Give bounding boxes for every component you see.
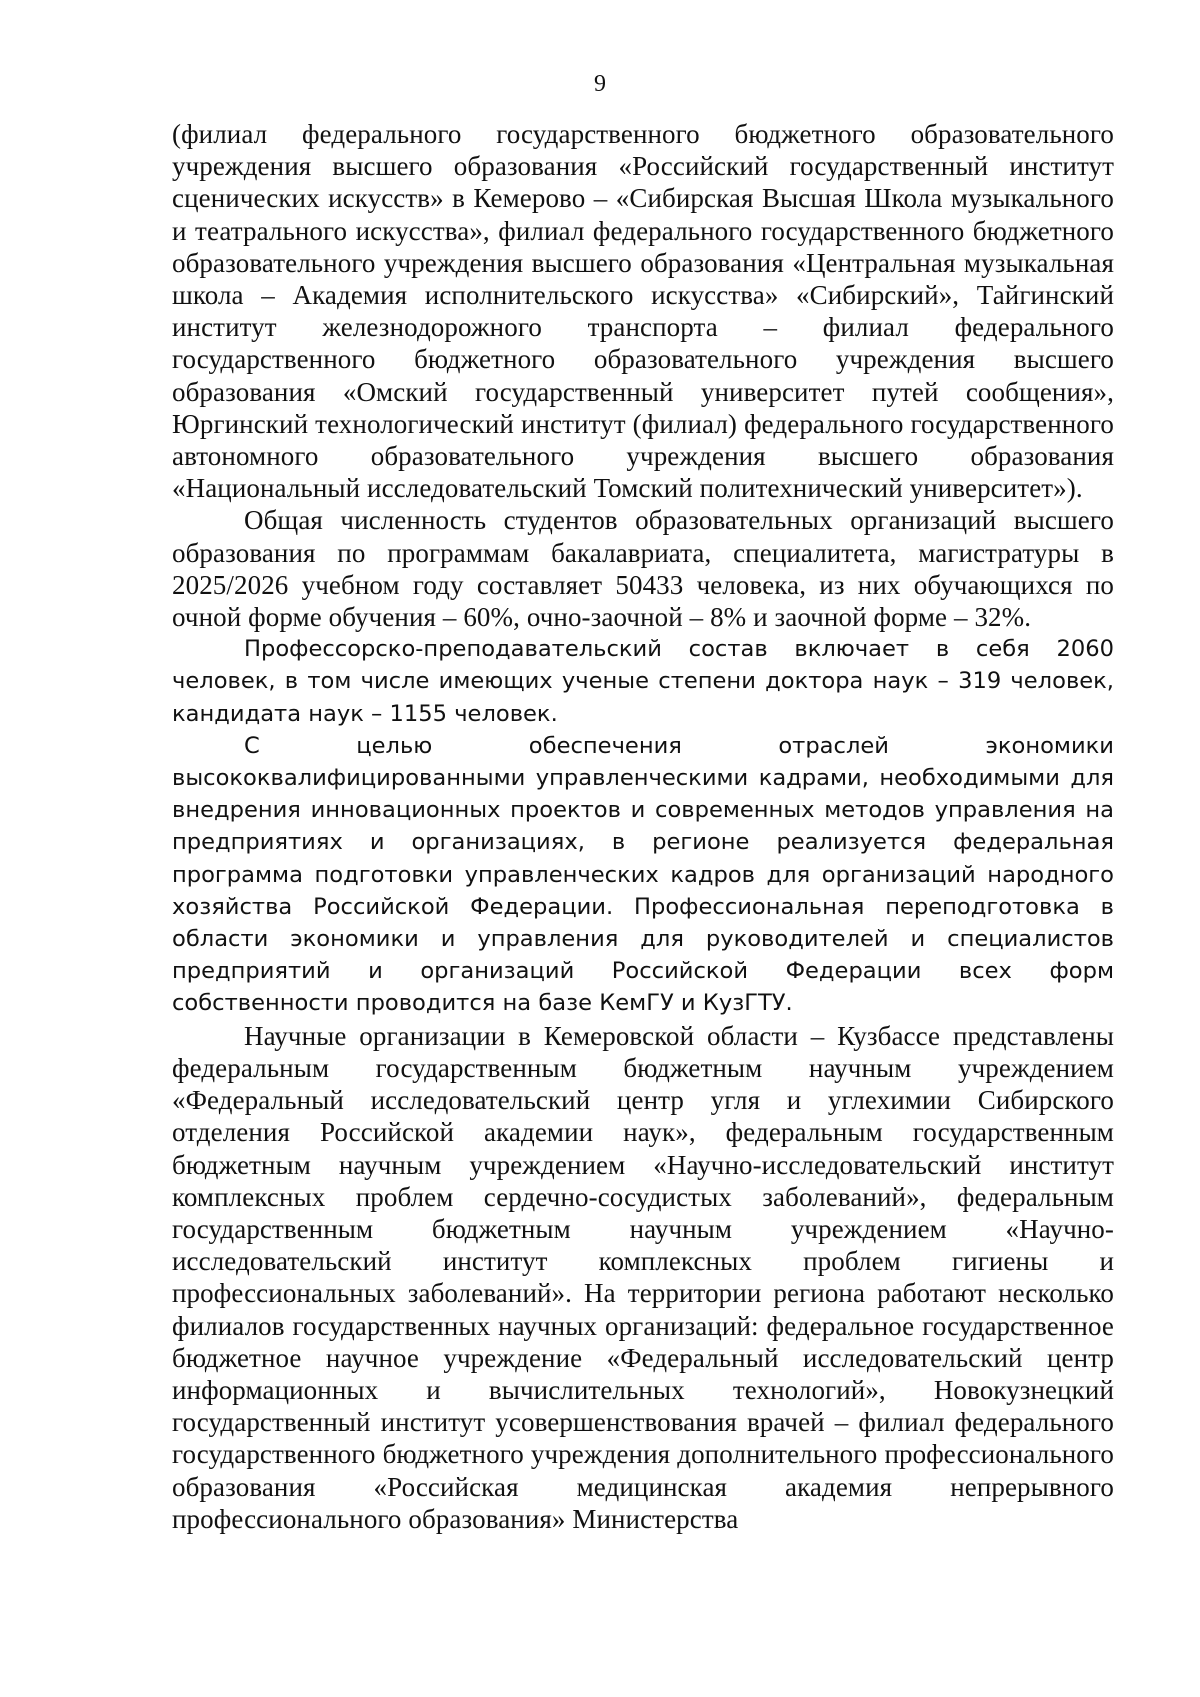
paragraph-student-count: Общая численность студентов образовательных организаций высшего образования по программам бакалавриата, специалитета, магистратуры в 2025/2026 учебном году составляет 50433 человека, из них обучающихся по очной форме обучения – 60%, очно-заочной – 8% и заочной форме – 32%. — [172, 505, 1114, 633]
paragraph-management-training: С целью обеспечения отраслей экономики высококвалифицированными управленческими кадрами, необходимыми для внедрения инновационных проектов и современных методов управления на предприятиях и организациях, в регионе реализуется федеральная программа подготовки управленческих кадров для организаций народного хозяйства Российской Федерации. Профессиональная переподготовка в области экономики и управления для руководителей и специалистов предприятий и организаций Российской Федерации всех форм собственности проводится на базе КемГУ и КузГТУ. — [172, 732, 1114, 1017]
paragraph-institutions-list: (филиал федерального государственного бюджетного образовательного учреждения высшего образования «Российский государственный институт сценических искусств» в Кемерово – «Сибирская Высшая Школа музыкального и театрального искусства», филиал федерального государственного бюджетного образовательного учреждения высшего образования «Центральная музыкальная школа – Академия исполнительского искусства» «Сибирский», Тайгинский институт железнодорожного транспорта – филиал федерального государственного бюджетного образовательного учреждения высшего образования «Омский государственный университет путей сообщения», Юргинский технологический институт (филиал) федерального государственного автономного образовательного учреждения высшего образования «Национальный исследовательский Томский политехнический университет»). — [172, 119, 1114, 504]
page-number: 9 — [594, 71, 606, 97]
document-body — [172, 118, 1114, 1535]
paragraph-scientific-organizations: Научные организации в Кемеровской области – Кузбассе представлены федеральным государственным бюджетным научным учреждением «Федеральный исследовательский центр угля и углехимии Сибирского отделения Российской академии наук», федеральным государственным бюджетным научным учреждением «Научно-исследовательский институт комплексных проблем сердечно-сосудистых заболеваний», федеральным государственным бюджетным научным учреждением «Научно-исследовательский институт комплексных проблем гигиены и профессиональных заболеваний». На территории региона работают несколько филиалов государственных научных организаций: федеральное государственное бюджетное научное учреждение «Федеральный исследовательский центр информационных и вычислительных технологий», Новокузнецкий государственный институт усовершенствования врачей – филиал федерального государственного бюджетного учреждения дополнительного профессионального образования «Российская медицинская академия непрерывного профессионального образования» Министерства — [172, 1020, 1114, 1534]
paragraph-teaching-staff: Профессорско-преподавательский состав включает в себя 2060 человек, в том числе имеющих ученые степени доктора наук – 319 человек, кандидата наук – 1155 человек. — [172, 636, 1114, 727]
